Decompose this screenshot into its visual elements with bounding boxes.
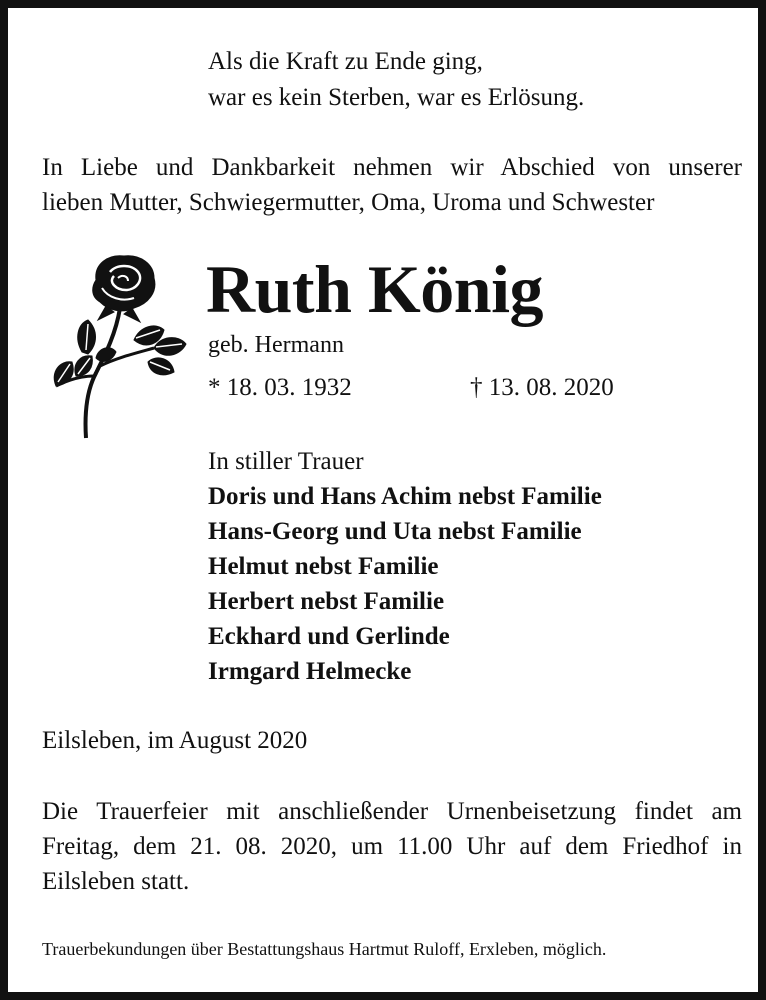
intro-text [42,150,742,220]
mourner-name: Eckhard und Gerlinde [208,623,450,650]
mourner-name: Doris und Hans Achim nebst Familie [208,483,602,510]
motto-line-1: Als die Kraft zu Ende ging, [208,48,483,75]
intro-line-2: lieben Mutter, Schwiegermutter, Oma, Uroma und Schwester [42,189,655,216]
mourners-heading: In stiller Trauer [208,448,364,475]
motto [208,44,584,116]
mourner-name: Hans-Georg und Uta nebst Familie [208,518,582,545]
ceremony-info [42,794,742,899]
ceremony-line-1: Die Trauerfeier mit anschließender Urnenbeisetzung findet am [42,798,742,825]
place-and-date: Eilsleben, im August 2020 [42,727,308,754]
intro-line-1: In Liebe und Dankbarkeit nehmen wir Abschied von unserer [42,154,742,181]
birth-date: * 18. 03. 1932 [208,374,352,401]
mourner-name: Helmut nebst Familie [208,553,439,580]
rose-icon [36,248,196,448]
birth-name: geb. Hermann [208,332,344,358]
ceremony-line-2: Freitag, dem 21. 08. 2020, um 11.00 Uhr auf dem Friedhof in [42,833,742,860]
ceremony-line-3: Eilsleben statt. [42,868,190,895]
motto-line-2: war es kein Sterben, war es Erlösung. [208,84,585,111]
deceased-name: Ruth König [206,251,543,327]
death-date: † 13. 08. 2020 [470,374,614,401]
condolence-note: Trauerbekundungen über Bestattungshaus Hartmut Ruloff, Erxleben, möglich. [42,939,607,959]
mourner-name: Herbert nebst Familie [208,588,445,615]
mourners-list [208,444,602,689]
mourner-name: Irmgard Helmecke [208,658,412,685]
